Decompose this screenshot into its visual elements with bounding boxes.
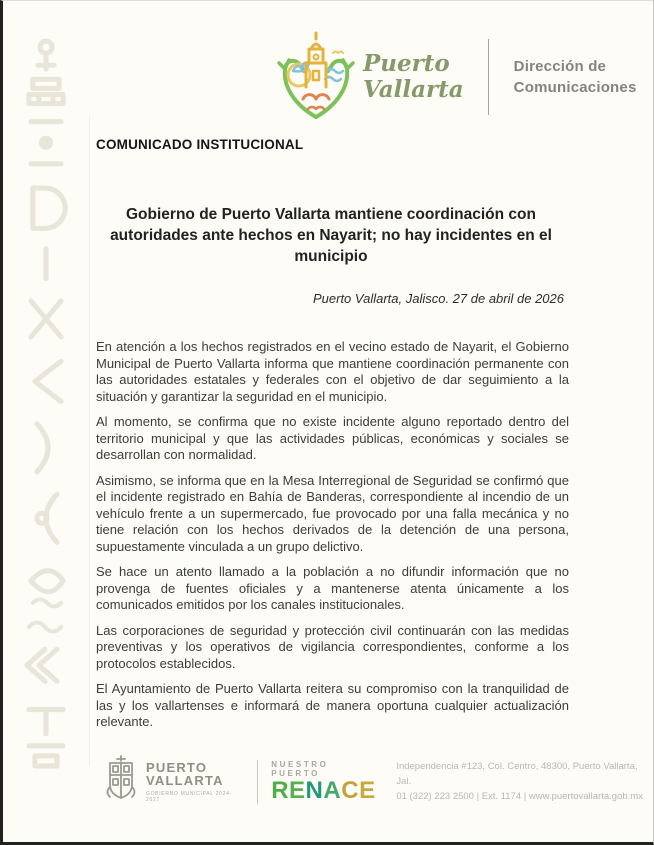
footer-divider (257, 760, 258, 804)
header-divider (488, 39, 489, 115)
document-title: Gobierno de Puerto Vallarta mantiene coordinación con autoridades ante hechos en Nayarit; no hay incidentes en el municipio (110, 206, 552, 265)
body-paragraph: En atención a los hechos registrados en el vecino estado de Nayarit, el Gobierno Municipal de Puerto Vallarta informa que mantiene coordinación permanente con las autoridades estatales y federales con el objetivo de dar seguimiento a la situación y garantizar la seguridad en el municipio. (96, 339, 569, 404)
municipal-name-line2: VALLARTA (146, 773, 224, 788)
document-kicker: COMUNICADO INSTITUCIONAL (96, 137, 304, 152)
puerto-vallarta-crest-icon (275, 27, 357, 126)
phone-website-line: 01 (322) 223 2500 | Ext. 1174 | www.puertovallarta.gob.mx (396, 791, 643, 802)
municipal-name-line1: PUERTO (146, 759, 208, 775)
document-body (96, 339, 569, 740)
body-paragraph: Al momento, se confirma que no existe incidente alguno reportado dentro del territorio municipal y que las actividades públicas, económicas y sociales se desarrollan con normalidad. (96, 414, 569, 462)
contact-block (396, 759, 653, 804)
body-paragraph: Las corporaciones de seguridad y protección civil continuarán con las medidas preventivas y los operativos de vigilancia correspondientes, conforme a los protocolos establecidos. (96, 622, 569, 671)
department-title (514, 56, 637, 98)
page-fold-line (89, 116, 90, 766)
department-line1: Dirección de (513, 57, 607, 75)
body-paragraph: Asimismo, se informa que en la Mesa Interregional de Seguridad se confirmó que el incidente registrado en Bahía de Banderas, correspondiente al incendio de un vehículo frente a un supermercado, fue provocado por una falla mecánica y no tiene relación con los hechos derivados de la detención de una persona, supuestamente vinculada a un grupo delictivo. (96, 472, 569, 554)
body-paragraph: El Ayuntamiento de Puerto Vallarta reitera su compromiso con la tranquilidad de las y los vallartenses e informará de manera oportuna cualquier actualización relevante. (96, 681, 569, 729)
slogan-top-text: NUESTRO PUERTO (271, 760, 329, 778)
body-paragraph: Se hace un atento llamado a la población a no difundir información que no provenga de fuentes oficiales y a mantenerse atenta únicamente a los comunicados emitidos por los canales institucionales. (96, 564, 569, 612)
letterfoot (103, 755, 653, 808)
municipal-subtitle: GOBIERNO MUNICIPAL 2024-2027 (146, 790, 232, 803)
municipal-shield-icon (103, 755, 139, 808)
letterhead (275, 27, 637, 126)
renace-wordmark: RENACE (271, 777, 376, 804)
slogan-block (271, 760, 381, 803)
municipal-logo-text (146, 761, 245, 803)
vertical-logo-watermark-icon (9, 29, 83, 779)
department-line2: Comunicaciones (513, 78, 637, 96)
brand-wordmark (363, 51, 464, 103)
brand-line2: Vallarta (363, 75, 464, 103)
brand-line1: Puerto (363, 49, 450, 77)
address-line: Independencia #123, Col. Centro, 48300, Puerto Vallarta, Jal. (396, 761, 638, 787)
dateline: Puerto Vallarta, Jalisco. 27 de abril de 2026 (312, 291, 564, 306)
